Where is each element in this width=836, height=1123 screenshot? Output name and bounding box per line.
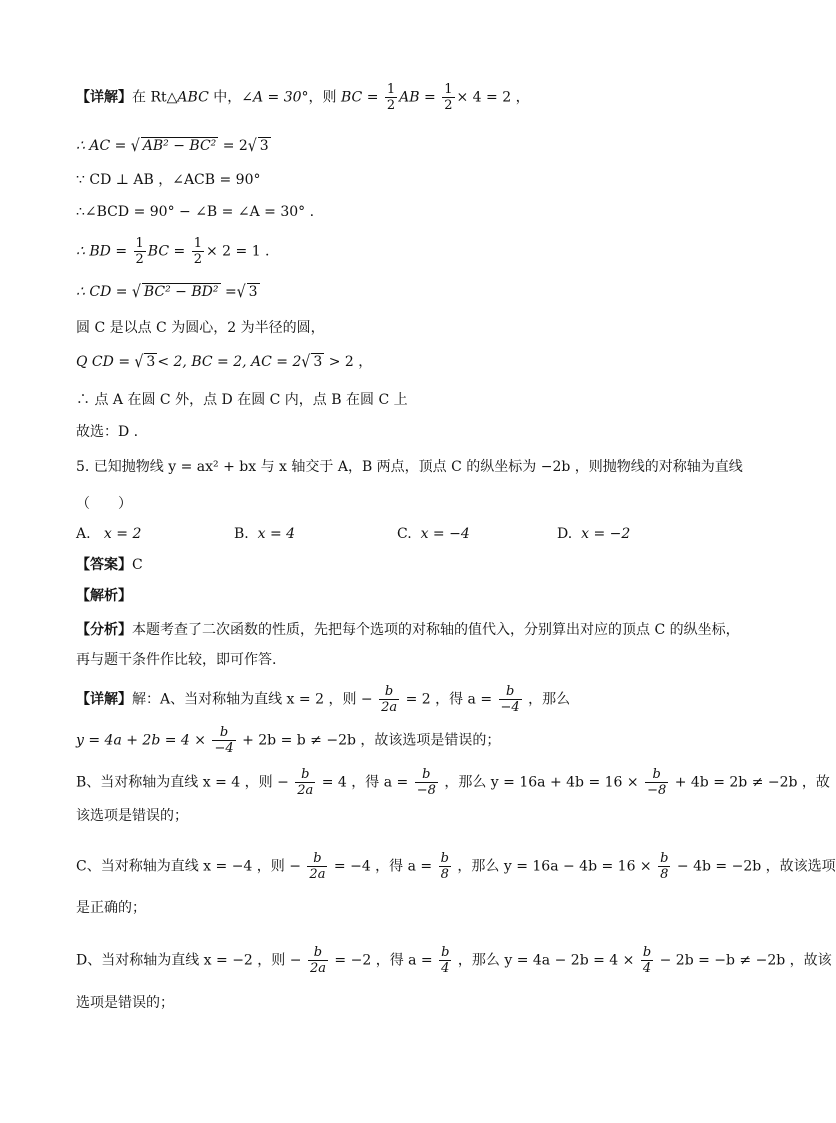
option-a: A. x = 2 (76, 526, 142, 542)
fenxi-line-1: 【分析】本题考查了二次函数的性质，先把每个选项的对称轴的值代入，分别算出对应的顶点 C 的纵坐标， (76, 622, 740, 638)
fraction: $\frac{b}{4}$ (441, 945, 450, 976)
solution-line-9: ∴ 点 A 在圆 C 外，点 D 在圆 C 内，点 B 在圆 C 上 (76, 392, 408, 408)
solution-line-7: 圆 C 是以点 C 为圆心，2 为半径的圆， (76, 320, 325, 336)
fraction: $\frac{1}{2}$ (386, 82, 396, 113)
detail-c-line-1: C、当对称轴为直线 x = −4 ，则 − $\frac{b}{2a}$ = −4 ，得 a = $\frac{b}{8}$ ，那么 y = 16a − 4b = 16 × $\frac{b}{8}$ − 4b = −2b ，故该选项 (76, 851, 836, 882)
fraction: $\frac{b}{-4}$ (214, 725, 234, 756)
answer-tag: 【答案】 (76, 557, 132, 573)
fenxi-line-2: 再与题干条件作比较，即可作答. (76, 652, 277, 668)
detail-c-line-2: 是正确的； (76, 900, 146, 916)
fraction: $\frac{b}{-4}$ (500, 684, 520, 715)
fraction: $\frac{1}{2}$ (193, 236, 202, 267)
analysis-tag: 【解析】 (76, 588, 132, 604)
detail-d-line-1: D、当对称轴为直线 x = −2 ，则 − $\frac{b}{2a}$ = −2 ，得 a = $\frac{b}{4}$ ，那么 y = 4a − 2b = 4 × $\frac{b}{4}$ − 2b = −b ≠ −2b ，故该 (76, 945, 832, 976)
detail-a-line-2: y = 4a + 2b = 4 × $\frac{b}{-4}$ + 2b = b ≠ −2b ，故该选项是错误的； (76, 725, 501, 756)
solution-line-5: ∴ BD = $\frac{1}{2}$ BC = $\frac{1}{2}$ × 2 = 1 . (76, 236, 270, 267)
fraction: $\frac{b}{-8}$ (647, 767, 667, 798)
detail-b-line-1: B、当对称轴为直线 x = 4 ，则 − $\frac{b}{2a}$ = 4 ，得 a = $\frac{b}{-8}$ ，那么 y = 16a + 4b = 16 × $\frac{b}{-8}$ + 4b = 2b ≠ −2b ，故 (76, 767, 830, 798)
solution-line-8: Q CD = √ 3 < 2, BC = 2, AC = 2√ 3 > 2 ， (76, 352, 373, 372)
solution-line-4: ∴∠BCD = 90° − ∠B = ∠A = 30° . (76, 204, 315, 220)
detail-a-line-1: 【详解】解：A、当对称轴为直线 x = 2 ，则 − $\frac{b}{2a}$ = 2 ，得 a = $\frac{b}{-4}$ ，那么 (76, 684, 571, 715)
option-c: C. x = −4 (397, 526, 470, 542)
solution-line-3: ∵ CD ⊥ AB ，∠ACB = 90° (76, 172, 261, 188)
question-5-stem: 5. 已知抛物线 y = ax² + bx 与 x 轴交于 A，B 两点，顶点 C 的纵坐标为 −2b ，则抛物线的对称轴为直线 (76, 459, 743, 475)
option-b: B. x = 4 (234, 526, 296, 542)
option-d: D. x = −2 (557, 526, 631, 542)
solution-line-6: ∴ CD = √ BC² − BD² =√ 3 (76, 282, 258, 302)
answer-value: C (132, 557, 143, 573)
fraction: $\frac{b}{2a}$ (297, 767, 314, 798)
solution-line-2: ∴ AC = √ AB² − BC² = 2√ 3 (76, 136, 269, 156)
fraction: $\frac{b}{8}$ (660, 851, 669, 882)
detail-d-line-2: 选项是错误的； (76, 995, 174, 1011)
answer-line (76, 555, 143, 575)
fraction: $\frac{1}{2}$ (135, 236, 144, 267)
fraction: $\frac{b}{4}$ (642, 945, 652, 976)
solution-line-10: 故选：D . (76, 424, 139, 440)
fraction: $\frac{b}{2a}$ (309, 945, 326, 976)
fraction: $\frac{b}{8}$ (440, 851, 449, 882)
fraction: $\frac{1}{2}$ (444, 82, 453, 113)
fraction: $\frac{b}{2a}$ (381, 684, 398, 715)
solution-line-1: 【详解】在 Rt△ABC 中，∠A = 30°，则 BC = $\frac{1}{2}$ AB = $\frac{1}{2}$ × 4 = 2 ， (76, 82, 530, 113)
fraction: $\frac{b}{-8}$ (416, 767, 436, 798)
fraction: $\frac{b}{2a}$ (309, 851, 326, 882)
question-5-paren: （ ） (76, 496, 132, 512)
detail-tag: 【详解】 (76, 89, 132, 106)
detail-b-line-2: 该选项是错误的； (76, 808, 188, 824)
